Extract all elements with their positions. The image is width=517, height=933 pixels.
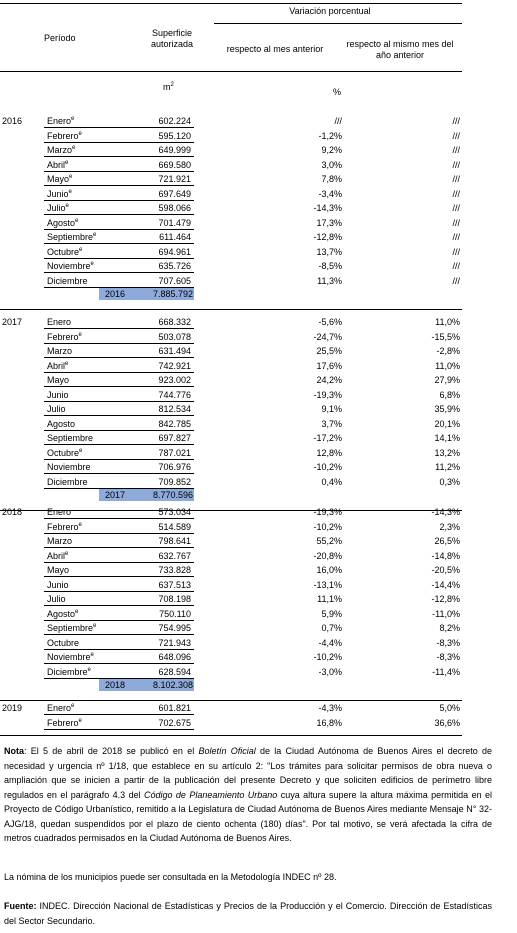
month-name: Mayo bbox=[47, 565, 70, 575]
estimate-mark: e bbox=[71, 703, 75, 709]
month-label bbox=[47, 563, 69, 577]
var-anio-anterior: /// bbox=[452, 116, 460, 126]
month-name: Mayo bbox=[47, 375, 70, 385]
surface-value: 706.976 bbox=[158, 462, 191, 472]
var-mes-anterior: 13,7% bbox=[316, 246, 342, 257]
var-mes-anterior: 5,9% bbox=[321, 608, 342, 619]
month-label bbox=[47, 402, 66, 416]
var-anio-anterior: 35,9% bbox=[434, 404, 460, 414]
var-anio-anterior: -14,3% bbox=[431, 507, 460, 517]
year-total-value: 8.770.596 bbox=[152, 490, 193, 500]
year-label: 2018 bbox=[2, 507, 23, 517]
table-row bbox=[0, 359, 517, 373]
table-row bbox=[0, 563, 517, 577]
table-row bbox=[0, 373, 517, 387]
month-label bbox=[47, 636, 79, 650]
table-bottom-border bbox=[0, 735, 462, 736]
var-mes-anterior: -19,3% bbox=[313, 389, 342, 400]
var-mes-anterior: 16,0% bbox=[316, 565, 342, 575]
header-anio-anterior: respecto al mismo mes del año anterior bbox=[346, 39, 454, 60]
var-mes-anterior: -13,1% bbox=[313, 579, 342, 590]
month-label bbox=[47, 534, 72, 548]
month-name: Agosto bbox=[47, 608, 76, 619]
surface-value: 649.999 bbox=[158, 145, 191, 155]
var-anio-anterior: 14,1% bbox=[434, 433, 460, 443]
var-mes-anterior: -8,5% bbox=[318, 261, 342, 271]
surface-value: 668.332 bbox=[158, 317, 191, 327]
estimate-mark: e bbox=[75, 608, 79, 615]
estimate-mark: e bbox=[71, 116, 75, 122]
month-label bbox=[47, 578, 69, 592]
var-mes-anterior: -17,2% bbox=[313, 433, 342, 443]
table-row bbox=[0, 578, 517, 592]
var-anio-anterior: -2,8% bbox=[436, 346, 460, 356]
var-anio-anterior: 2,3% bbox=[439, 521, 460, 532]
estimate-mark: e bbox=[78, 331, 82, 338]
var-mes-anterior: 7,8% bbox=[321, 174, 342, 184]
var-anio-anterior: /// bbox=[452, 261, 460, 271]
var-mes-anterior: 55,2% bbox=[316, 536, 342, 546]
month-name: Noviembre bbox=[47, 261, 91, 271]
surface-value: 697.649 bbox=[158, 188, 191, 199]
month-label bbox=[47, 245, 82, 259]
month-label bbox=[47, 201, 69, 215]
header-mes-anterior: respecto al mes anterior bbox=[226, 44, 324, 54]
estimate-mark: e bbox=[75, 217, 79, 224]
month-name: Abril bbox=[47, 550, 66, 561]
table-row bbox=[0, 315, 517, 329]
estimate-mark: e bbox=[78, 130, 82, 137]
fuente-label: Fuente: bbox=[4, 901, 37, 911]
table-row bbox=[0, 592, 517, 606]
var-anio-anterior: 5,0% bbox=[439, 703, 460, 713]
var-anio-anterior: /// bbox=[452, 275, 460, 286]
year-separator bbox=[0, 309, 462, 310]
nota-label: Nota bbox=[4, 746, 24, 756]
table-row bbox=[0, 245, 517, 259]
month-name: Diciembre bbox=[47, 666, 88, 677]
var-anio-anterior: -8,3% bbox=[436, 637, 460, 648]
table-row bbox=[0, 520, 517, 534]
surface-value: 798.641 bbox=[158, 536, 191, 546]
table-row bbox=[0, 259, 517, 273]
var-mes-anterior: 0,4% bbox=[321, 476, 342, 487]
table-row bbox=[0, 621, 517, 635]
month-name: Octubre bbox=[47, 447, 80, 458]
year-total-row bbox=[99, 679, 194, 691]
var-mes-anterior: 9,1% bbox=[321, 404, 342, 414]
table-row bbox=[0, 158, 517, 172]
surface-value: 611.464 bbox=[159, 232, 191, 242]
var-anio-anterior: -20,5% bbox=[431, 565, 460, 575]
variacion-underline bbox=[214, 23, 462, 24]
surface-value: 701.479 bbox=[158, 217, 191, 228]
surface-value: 632.767 bbox=[158, 550, 191, 561]
surface-value: 697.827 bbox=[158, 433, 191, 443]
var-mes-anterior: -14,3% bbox=[313, 203, 342, 213]
row-underline bbox=[44, 729, 194, 730]
estimate-mark: e bbox=[68, 188, 72, 195]
month-label bbox=[47, 143, 75, 157]
table-row bbox=[0, 388, 517, 402]
table-row bbox=[0, 716, 517, 730]
surface-value: 733.828 bbox=[158, 565, 191, 575]
var-anio-anterior: 11,0% bbox=[435, 317, 460, 327]
month-name: Octubre bbox=[47, 637, 80, 648]
var-mes-anterior: 24,2% bbox=[316, 375, 342, 385]
estimate-mark: e bbox=[65, 360, 69, 367]
estimate-mark: e bbox=[87, 666, 91, 673]
table-row bbox=[0, 650, 517, 664]
table-row bbox=[0, 230, 517, 244]
nota-italic-2: Código de Planeamiento Urbano bbox=[144, 789, 278, 800]
var-anio-anterior: -8,3% bbox=[436, 652, 460, 662]
estimate-mark: e bbox=[90, 652, 94, 658]
month-label bbox=[47, 621, 96, 635]
month-label bbox=[47, 359, 68, 373]
surface-value: 721.943 bbox=[158, 637, 191, 648]
month-label bbox=[47, 607, 78, 621]
table-row bbox=[0, 330, 517, 344]
var-mes-anterior: -3,0% bbox=[318, 666, 342, 677]
month-label bbox=[47, 344, 72, 358]
surface-value: 812.534 bbox=[158, 404, 191, 414]
var-mes-anterior: 12,8% bbox=[316, 447, 342, 458]
month-name: Junio bbox=[47, 188, 69, 199]
var-anio-anterior: 6,8% bbox=[439, 389, 460, 400]
var-mes-anterior: -10,2% bbox=[313, 521, 342, 532]
estimate-mark: e bbox=[93, 232, 97, 238]
month-name: Marzo bbox=[47, 145, 73, 155]
month-label bbox=[47, 172, 72, 186]
var-anio-anterior: 11,2% bbox=[435, 462, 460, 472]
table-row bbox=[0, 446, 517, 460]
month-name: Mayo bbox=[47, 174, 70, 184]
month-label bbox=[47, 230, 96, 244]
year-label: 2017 bbox=[2, 317, 23, 327]
month-name: Enero bbox=[47, 703, 72, 713]
var-anio-anterior: -15,5% bbox=[431, 331, 460, 342]
surface-value: 601.821 bbox=[158, 703, 191, 713]
surface-value: 709.852 bbox=[158, 476, 191, 487]
month-name: Noviembre bbox=[47, 652, 91, 662]
month-label bbox=[47, 549, 68, 563]
month-label bbox=[47, 650, 94, 664]
month-name: Abril bbox=[47, 360, 66, 371]
surface-value: 503.078 bbox=[158, 331, 191, 342]
year-total-row bbox=[99, 489, 194, 501]
var-anio-anterior: 11,0% bbox=[435, 360, 460, 371]
nota-italic-1: Boletín Oficial bbox=[198, 746, 256, 756]
month-label bbox=[47, 158, 68, 172]
var-anio-anterior: /// bbox=[452, 246, 460, 257]
month-name: Agosto bbox=[47, 418, 76, 429]
year-total-value: 7.885.792 bbox=[152, 289, 193, 299]
month-name: Septiembre bbox=[47, 232, 94, 242]
surface-value: 595.120 bbox=[158, 130, 191, 141]
month-label bbox=[47, 431, 93, 445]
var-anio-anterior: /// bbox=[452, 203, 460, 213]
table-row bbox=[0, 143, 517, 157]
var-mes-anterior: 11,3% bbox=[317, 275, 342, 286]
var-anio-anterior: /// bbox=[452, 159, 460, 170]
month-name: Noviembre bbox=[47, 462, 91, 472]
table-row bbox=[0, 402, 517, 416]
var-anio-anterior: 26,5% bbox=[434, 536, 460, 546]
header-bottom-border bbox=[0, 71, 462, 72]
table-row bbox=[0, 665, 517, 679]
table-row bbox=[0, 460, 517, 474]
header-periodo: Período bbox=[44, 33, 76, 43]
month-label bbox=[47, 460, 91, 474]
var-mes-anterior: -24,7% bbox=[313, 331, 342, 342]
var-anio-anterior: 27,9% bbox=[434, 375, 460, 385]
var-mes-anterior: 3,7% bbox=[321, 418, 342, 429]
month-name: Julio bbox=[47, 594, 66, 604]
month-name: Enero bbox=[47, 507, 72, 517]
table-row bbox=[0, 417, 517, 431]
month-label bbox=[47, 129, 82, 143]
estimate-mark: e bbox=[65, 159, 69, 166]
var-mes-anterior: -19,3% bbox=[313, 507, 342, 517]
month-name: Octubre bbox=[47, 246, 80, 257]
header-superficie: Superficie autorizada bbox=[150, 28, 194, 49]
var-mes-anterior: -3,4% bbox=[318, 188, 342, 199]
var-anio-anterior: 36,6% bbox=[434, 717, 460, 728]
month-name: Marzo bbox=[47, 536, 73, 546]
table-row bbox=[0, 187, 517, 201]
surface-value: 754.995 bbox=[158, 623, 191, 633]
var-anio-anterior: /// bbox=[452, 232, 460, 242]
month-name: Septiembre bbox=[47, 433, 94, 443]
surface-value: 702.675 bbox=[158, 717, 191, 728]
month-label bbox=[47, 417, 75, 431]
surface-value: 750.110 bbox=[159, 608, 191, 619]
var-anio-anterior: -14,4% bbox=[431, 579, 460, 590]
month-name: Febrero bbox=[47, 130, 79, 141]
estimate-mark: e bbox=[69, 174, 73, 180]
nota-paragraph bbox=[4, 744, 492, 846]
estimate-mark: e bbox=[93, 623, 97, 629]
month-label bbox=[47, 388, 69, 402]
var-mes-anterior: 17,6% bbox=[316, 360, 342, 371]
surface-value: 744.776 bbox=[158, 389, 191, 400]
nota-text-2: de la Ciudad Autónoma de Buenos Aires el decreto de necesidad y urgencia nº 1/18, que establece en su artículo 2: "Los trámites para solicitar permisos de obra nueva o ampliación que se inicien a partir de la publicación del presente Decreto y que soliciten edificios de perímetro libre regulados en el parágrafo 4.3 del bbox=[4, 746, 493, 800]
month-label bbox=[47, 592, 66, 606]
table-top-border bbox=[0, 3, 462, 4]
var-mes-anterior: -10,2% bbox=[313, 462, 342, 472]
var-anio-anterior: 20,1% bbox=[434, 418, 460, 429]
var-mes-anterior: 9,2% bbox=[321, 145, 342, 155]
surface-value: 694.961 bbox=[158, 246, 191, 257]
surface-value: 721.921 bbox=[158, 174, 191, 184]
table-row bbox=[0, 201, 517, 215]
var-anio-anterior: /// bbox=[452, 217, 460, 228]
fuente-paragraph bbox=[4, 899, 492, 928]
year-label: 2016 bbox=[2, 116, 23, 126]
month-name: Enero bbox=[47, 116, 72, 126]
var-anio-anterior: -11,4% bbox=[432, 666, 460, 677]
month-name: Junio bbox=[47, 389, 69, 400]
var-mes-anterior: -5,6% bbox=[318, 317, 342, 327]
table-row bbox=[0, 534, 517, 548]
table-row bbox=[0, 274, 517, 288]
month-label bbox=[47, 330, 82, 344]
surface-value: 602.224 bbox=[158, 116, 191, 126]
month-name: Diciembre bbox=[47, 275, 88, 286]
surface-value: 598.066 bbox=[158, 203, 191, 213]
surface-value: 923.002 bbox=[158, 375, 191, 385]
var-mes-anterior: -4,4% bbox=[318, 637, 342, 648]
var-mes-anterior: /// bbox=[334, 116, 342, 126]
month-name: Enero bbox=[47, 317, 72, 327]
var-mes-anterior: -20,8% bbox=[313, 550, 342, 561]
month-label bbox=[47, 373, 69, 387]
month-label bbox=[47, 665, 91, 679]
var-anio-anterior: 13,2% bbox=[434, 447, 460, 458]
surface-value: 573.034 bbox=[158, 507, 191, 517]
estimate-mark: e bbox=[65, 203, 69, 209]
month-name: Febrero bbox=[47, 521, 79, 532]
surface-value: 708.198 bbox=[158, 594, 191, 604]
month-label bbox=[47, 520, 82, 534]
surface-value: 631.494 bbox=[158, 346, 191, 356]
table-row bbox=[0, 431, 517, 445]
month-name: Marzo bbox=[47, 346, 73, 356]
surface-value: 628.594 bbox=[158, 666, 191, 677]
var-mes-anterior: 17,3% bbox=[316, 217, 342, 228]
unit-percent: % bbox=[333, 87, 342, 97]
nota-text-1: : El 5 de abril de 2018 se publicó en el bbox=[24, 746, 199, 756]
surface-value: 707.605 bbox=[158, 275, 191, 286]
month-name: Junio bbox=[47, 579, 69, 590]
var-mes-anterior: -1,2% bbox=[318, 130, 342, 141]
unit-m2: $m^2$ bbox=[163, 82, 174, 92]
estimate-mark: e bbox=[79, 246, 83, 253]
month-label bbox=[47, 716, 82, 730]
fuente-text: INDEC. Dirección Nacional de Estadísticas y Precios de la Producción y el Comercio. Dirección de Estadísticas del Sector Secundario. bbox=[4, 901, 492, 926]
table-row bbox=[0, 505, 517, 519]
month-name: Julio bbox=[47, 404, 66, 414]
month-label bbox=[47, 274, 88, 288]
month-label bbox=[47, 315, 71, 329]
table-row bbox=[0, 172, 517, 186]
month-label bbox=[47, 446, 82, 460]
month-label bbox=[47, 701, 74, 715]
surface-value: 669.580 bbox=[158, 159, 191, 170]
year-total-row bbox=[99, 288, 194, 300]
table-row bbox=[0, 701, 517, 715]
month-name: Febrero bbox=[47, 717, 79, 728]
estimate-mark: e bbox=[79, 447, 83, 454]
var-mes-anterior: 3,0% bbox=[321, 159, 342, 170]
month-label bbox=[47, 187, 72, 201]
table-row bbox=[0, 114, 517, 128]
table-row bbox=[0, 129, 517, 143]
month-name: Diciembre bbox=[47, 476, 88, 487]
var-anio-anterior: 8,2% bbox=[439, 623, 460, 633]
table-row bbox=[0, 216, 517, 230]
estimate-mark: e bbox=[90, 261, 94, 267]
estimate-mark: e bbox=[65, 550, 69, 557]
year-total-label: 2017 bbox=[105, 490, 126, 500]
table-row bbox=[0, 549, 517, 563]
var-anio-anterior: 0,3% bbox=[439, 476, 460, 487]
table-row bbox=[0, 607, 517, 621]
surface-value: 648.096 bbox=[158, 652, 191, 662]
var-anio-anterior: -11,0% bbox=[432, 608, 460, 619]
month-label bbox=[47, 505, 71, 519]
var-mes-anterior: -12,8% bbox=[313, 232, 342, 242]
surface-value: 635.726 bbox=[158, 261, 191, 271]
var-mes-anterior: 11,1% bbox=[317, 594, 342, 604]
month-name: Abril bbox=[47, 159, 66, 170]
surface-value: 637.513 bbox=[158, 579, 191, 590]
estimate-mark: e bbox=[72, 145, 76, 151]
header-variacion: Variación porcentual bbox=[289, 6, 371, 16]
month-label bbox=[47, 259, 94, 273]
table-row bbox=[0, 636, 517, 650]
var-mes-anterior: 25,5% bbox=[316, 346, 342, 356]
year-total-value: 8.102.308 bbox=[152, 680, 193, 690]
table-row bbox=[0, 344, 517, 358]
month-name: Julio bbox=[47, 203, 66, 213]
estimate-mark: e bbox=[78, 521, 82, 528]
var-anio-anterior: /// bbox=[452, 145, 460, 155]
surface-value: 787.021 bbox=[158, 447, 191, 458]
var-anio-anterior: /// bbox=[452, 130, 460, 141]
var-mes-anterior: 16,8% bbox=[316, 717, 342, 728]
var-anio-anterior: -14,8% bbox=[431, 550, 460, 561]
surface-value: 514.589 bbox=[158, 521, 191, 532]
var-anio-anterior: /// bbox=[452, 174, 460, 184]
nota-text-3: cuya altura supere la altura máxima permitida en el Proyecto de Código Urbanístico, remitido a la Legislatura de Ciudad Autónoma de Buenos Aires mediante Mensaje N° 32-AJG/18, quedan suspendidos por el plazo de ciento ochenta (180) días". Por tal motivo, se verá afectada la cifra de metros cuadrados permisados en la Ciudad Autónoma de Buenos Aires. bbox=[4, 789, 492, 843]
month-name: Septiembre bbox=[47, 623, 94, 633]
nomina-paragraph: La nómina de los municipios puede ser consultada en la Metodología INDEC nº 28. bbox=[4, 872, 337, 882]
month-name: Agosto bbox=[47, 217, 76, 228]
var-mes-anterior: -4,3% bbox=[318, 703, 342, 713]
month-label bbox=[47, 475, 88, 489]
var-mes-anterior: -10,2% bbox=[313, 652, 342, 662]
var-anio-anterior: -12,8% bbox=[431, 594, 460, 604]
month-label bbox=[47, 216, 78, 230]
surface-value: 842.785 bbox=[158, 418, 191, 429]
var-mes-anterior: 0,7% bbox=[321, 623, 342, 633]
estimate-mark: e bbox=[78, 717, 82, 724]
year-total-label: 2016 bbox=[105, 289, 126, 299]
year-label: 2019 bbox=[2, 703, 23, 713]
var-anio-anterior: /// bbox=[452, 188, 460, 199]
year-total-label: 2018 bbox=[105, 680, 126, 690]
surface-value: 742.921 bbox=[158, 360, 191, 371]
table-row bbox=[0, 475, 517, 489]
month-name: Febrero bbox=[47, 331, 79, 342]
month-label bbox=[47, 114, 74, 128]
